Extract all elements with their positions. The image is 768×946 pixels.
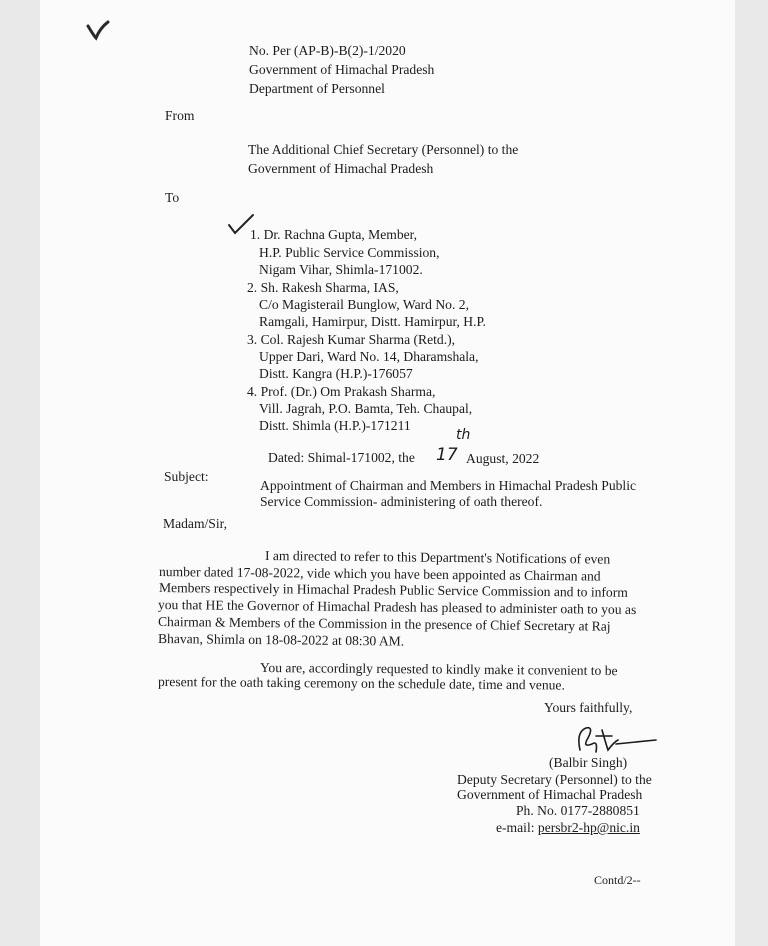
signatory-name: (Balbir Singh) [549, 755, 628, 770]
dated-prefix: Dated: Shimal-171002, the [268, 450, 415, 465]
body-para1-line-1: I am directed to refer to this Department's Notifications of even [264, 548, 611, 567]
file-number: No. Per (AP-B)-B(2)-1/2020 [249, 43, 406, 58]
subject-line-2: Service Commission- administering of oath thereof. [260, 494, 543, 509]
body-para1-line-6: Bhavan, Shimla on 18-08-2022 at 08:30 AM. [157, 631, 405, 649]
subject-line-1: Appointment of Chairman and Members in Himachal Pradesh Public [260, 478, 637, 493]
recipient-1-line-3: Nigam Vihar, Shimla-171002. [259, 262, 423, 277]
recipient-2-line-1: 2. Sh. Rakesh Sharma, IAS, [247, 280, 399, 295]
body-para1-line-5: Chairman & Members of the Commission in the presence of Chief Secretary at Raj [157, 614, 611, 634]
recipient-4-line-1: 4. Prof. (Dr.) Om Prakash Sharma, [247, 384, 436, 399]
dated-month-year: August, 2022 [466, 451, 540, 466]
from-line-2: Government of Himachal Pradesh [248, 161, 434, 176]
body-para1-line-3: Members respectively in Himachal Pradesh Public Service Commission and to inform [158, 580, 628, 600]
to-label: To [165, 190, 180, 205]
signature-icon [572, 722, 662, 758]
recipient-4-line-2: Vill. Jagrah, P.O. Bamta, Teh. Chaupal, [259, 401, 473, 416]
body-para1-line-2: number dated 17-08-2022, vide which you have been appointed as Chairman and [158, 564, 601, 584]
handwritten-day: 17 [436, 445, 458, 465]
department-name: Department of Personnel [249, 81, 385, 96]
salutation: Madam/Sir, [163, 516, 228, 531]
recipient-3-line-1: 3. Col. Rajesh Kumar Sharma (Retd.), [247, 332, 456, 347]
recipient-1-line-2: H.P. Public Service Commission, [259, 245, 440, 260]
recipient-3-line-3: Distt. Kangra (H.P.)-176057 [259, 366, 413, 381]
closing: Yours faithfully, [544, 700, 633, 715]
designation-line-1: Deputy Secretary (Personnel) to the [457, 772, 652, 787]
email-label: e-mail: [496, 820, 535, 835]
recipient-1-line-1: 1. Dr. Rachna Gupta, Member, [250, 227, 418, 242]
designation-line-2: Government of Himachal Pradesh [457, 787, 643, 802]
email-link[interactable]: persbr2-hp@nic.in [537, 820, 640, 835]
phone-number: Ph. No. 0177-2880851 [516, 803, 640, 818]
email-row [496, 820, 640, 836]
body-para2-line-2: present for the oath taking ceremony on the schedule date, time and venue. [157, 674, 565, 693]
recipient-3-line-2: Upper Dari, Ward No. 14, Dharamshala, [259, 349, 479, 364]
handwritten-day-suffix: th [456, 427, 471, 443]
from-label: From [165, 108, 195, 123]
recipient-4-line-3: Distt. Shimla (H.P.)-171211 [259, 418, 411, 433]
continued-marker: Contd/2-- [594, 873, 641, 887]
check-mark-icon [86, 20, 110, 42]
government-name: Government of Himachal Pradesh [249, 62, 435, 77]
recipient-2-line-2: C/o Magisterail Bunglow, Ward No. 2, [259, 297, 469, 312]
subject-label: Subject: [164, 469, 209, 484]
body-para2-line-1: You are, accordingly requested to kindly make it convenient to be [259, 660, 618, 679]
recipient-2-line-3: Ramgali, Hamirpur, Distt. Hamirpur, H.P. [259, 314, 486, 329]
body-para1-line-4: you that HE the Governor of Himachal Pradesh has pleased to administer oath to you as [157, 597, 637, 618]
from-line-1: The Additional Chief Secretary (Personnel) to the [248, 142, 519, 157]
